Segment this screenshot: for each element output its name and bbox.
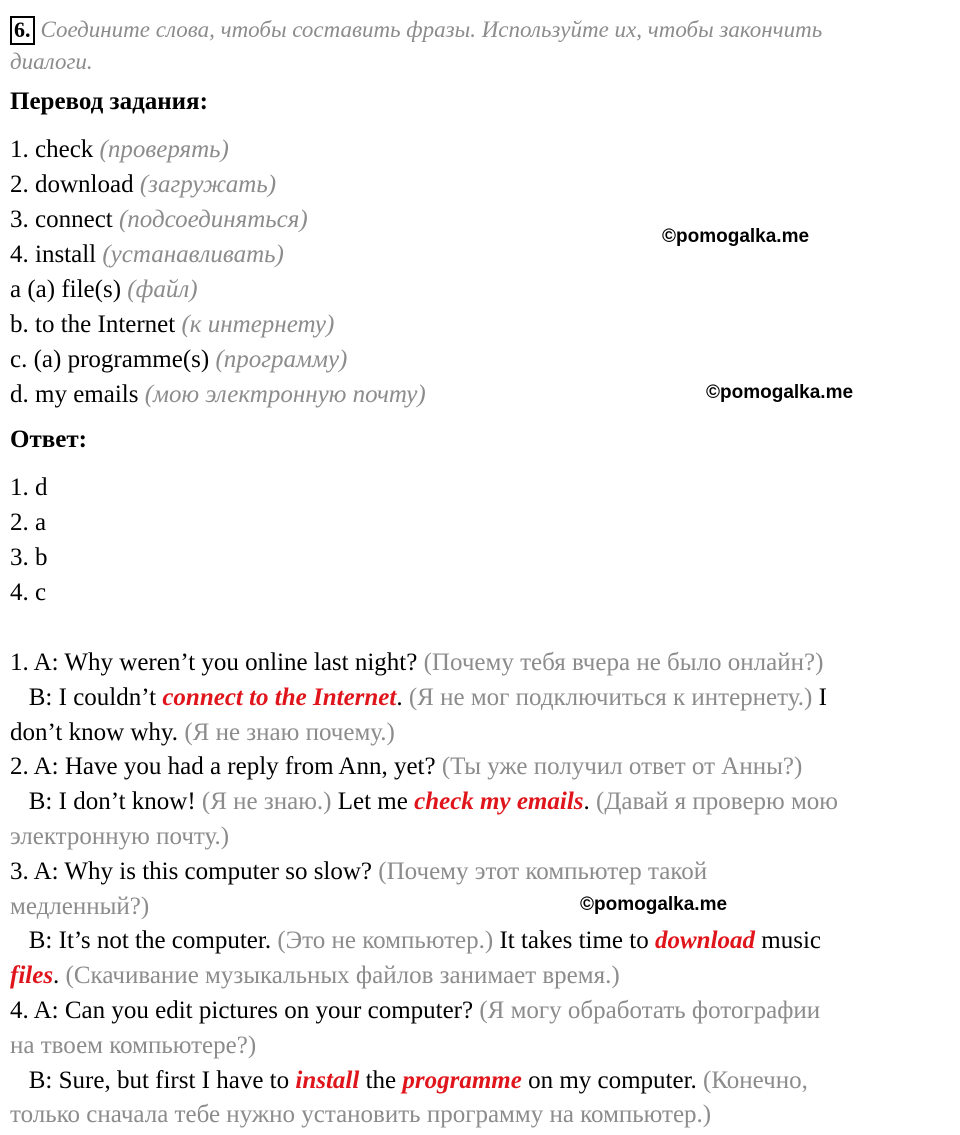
dialogue-3-line: B: It’s not the computer. (Это не компьютер.) It takes time to download music	[28, 927, 821, 955]
dialogue-2-line: B: I don’t know! (Я не знаю.) Let me check my emails. (Давай я проверю мою	[28, 788, 838, 816]
dialogue-3-line: медленный?)	[10, 892, 150, 920]
watermark: ©pomogalka.me	[662, 226, 810, 247]
answer-highlight: files	[10, 962, 54, 990]
instruction-line-2: диалоги.	[10, 49, 93, 74]
answer-highlight: connect to the Internet	[162, 683, 397, 711]
answer-heading: Ответ:	[10, 426, 87, 453]
dialogue-1-line: don’t know why. (Я не знаю почему.)	[10, 718, 395, 746]
answer-item: 4. c	[10, 579, 47, 606]
watermark: ©pomogalka.me	[706, 382, 854, 403]
dialogue-1-line: B: I couldn’t connect to the Internet. (Я не мог подключиться к интернету.) I	[28, 683, 827, 711]
dialogue-4-line: 4. A: Can you edit pictures on your computer? (Я могу обработать фотографии	[10, 996, 821, 1024]
instruction-line-1: Соедините слова, чтобы составить фразы. Используйте их, чтобы закончить	[40, 17, 823, 42]
task-instruction	[10, 14, 940, 78]
dialogue-4-line: B: Sure, but first I have to install the programme on my computer. (Конечно,	[28, 1066, 808, 1094]
answer-highlight: install	[295, 1066, 360, 1094]
translation-item: 2. download (загружать)	[10, 171, 277, 198]
answer-item: 3. b	[10, 544, 48, 571]
watermark: ©pomogalka.me	[580, 894, 728, 915]
dialogue-1-line: 1. A: Why weren’t you online last night? (Почему тебя вчера не было онлайн?)	[10, 649, 824, 676]
dialogue-3-line: files. (Скачивание музыкальных файлов занимает время.)	[10, 962, 620, 990]
translation-item: c. (a) programme(s) (программу)	[10, 346, 348, 373]
dialogue-4-line: только сначала тебе нужно установить программу на компьютер.)	[10, 1101, 712, 1129]
dialogue-2-line: электронную почту.)	[10, 822, 230, 850]
translation-heading: Перевод задания:	[10, 88, 208, 115]
dialogue-2-line: 2. A: Have you had a reply from Ann, yet? (Ты уже получил ответ от Анны?)	[10, 753, 803, 781]
translation-item: b. to the Internet (к интернету)	[10, 311, 335, 338]
translation-item: d. my emails (мою электронную почту)	[10, 381, 426, 408]
answer-highlight: download	[654, 927, 756, 955]
dialogue-3-line: 3. A: Why is this computer so slow? (Почему этот компьютер такой	[10, 857, 708, 885]
answer-highlight: programme	[402, 1066, 522, 1094]
dialogues	[10, 646, 945, 1133]
translation-item: a (a) file(s) (файл)	[10, 276, 198, 303]
task-number: 6.	[10, 16, 35, 45]
answer-highlight: check my emails	[414, 788, 584, 816]
answer-item: 2. a	[10, 509, 47, 536]
translation-item: 3. connect (подсоединяться)	[10, 206, 308, 233]
answer-item: 1. d	[10, 474, 48, 501]
translation-item: 4. install (устанавливать)	[10, 241, 284, 268]
translation-item: 1. check (проверять)	[10, 136, 229, 163]
dialogue-4-line: на твоем компьютере?)	[10, 1031, 257, 1059]
